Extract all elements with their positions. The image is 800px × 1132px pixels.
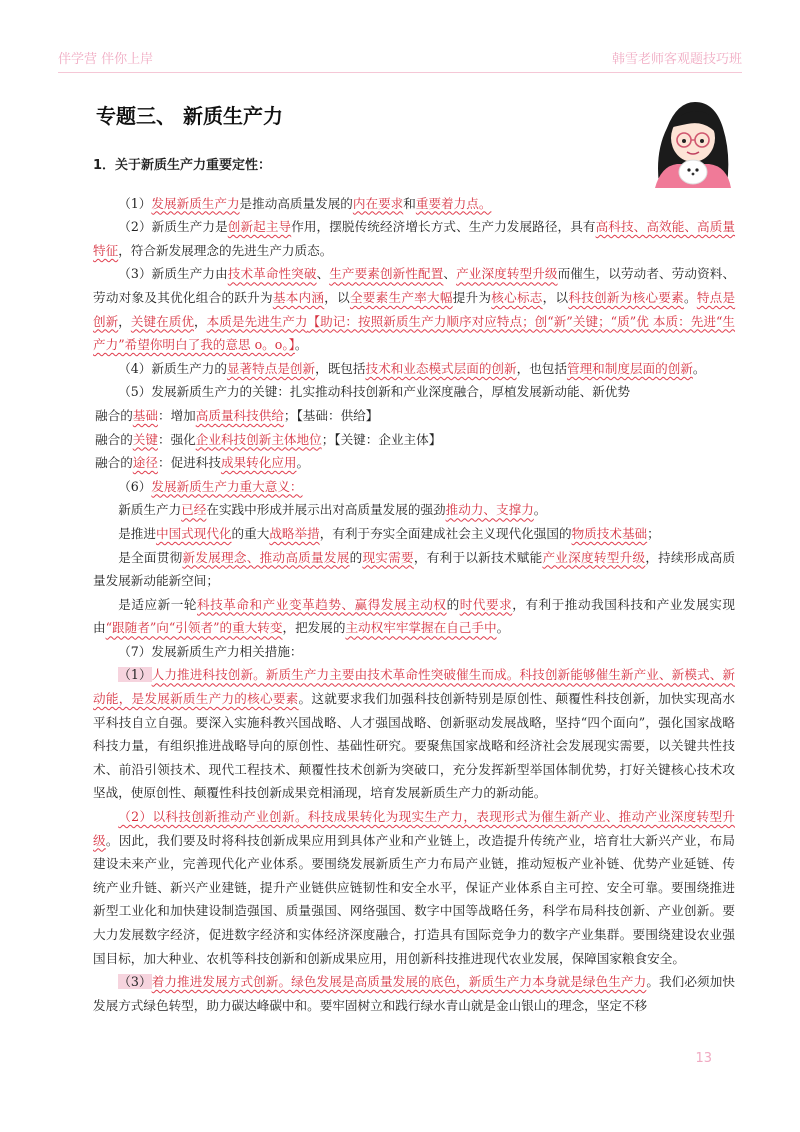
paragraph-6a: 新质生产力已经在实践中形成并展示出对高质量发展的强劲推动力、支撑力。 xyxy=(118,502,547,518)
paragraph-5c: 融合的途径：促进科技成果转化应用。 xyxy=(95,455,310,471)
section-heading: 1．关于新质生产力重要定性： xyxy=(93,158,272,173)
header-right-text: 韩雪老师客观题技巧班 xyxy=(611,52,742,67)
paragraph-7b: （2）以科技创新推动产业创新。科技成果转化为现实生产力，表现形式为催生新产业、推动产业深度转型升级。因此，我们要及时将科技创新成果应用到具体产业和产业链上，改造提升传统产业，培育壮大新兴产业，布局建设未来产业，完善现代化产业体系。要围绕发展新质生产力布局产业链，推动短板产业补链、优势产业延链、传统产业升链、新兴产业建链，提升产业链供应链韧性和安全水平，保证产业体系自主可控、安全可靠。要围绕推进新型工业化和加快建设制造强国、质量强国、网络强国、数字中国等战略任务，科学布局科技创新、产业创新。要大力发展数字经济，促进数字经济和实体经济深度融合，打造具有国际竞争力的数字产业集群。要围绕建设农业强国目标，加大种业、农机等科技创新和创新成果应用，用创新科技推进现代农业发展，保障国家粮食安全。 xyxy=(93,809,736,966)
paragraph-4: （4）新质生产力的显著特点是创新，既包括技术和业态模式层面的创新，也包括管理和制度层面的创新。 xyxy=(118,360,706,376)
header-left-text: 伴学营 伴你上岸 xyxy=(58,52,154,67)
paragraph-6d: 是适应新一轮科技革命和产业变革趋势、赢得发展主动权的时代要求，有利于推动我国科技和产业发展实现由“跟随者”向“引领者”的重大转变，把发展的主动权牢牢掌握在自己手中。 xyxy=(93,596,736,636)
paragraph-5b: 融合的关键：强化企业科技创新主体地位；【关键：企业主体】 xyxy=(95,431,442,447)
paragraph-5: （5）发展新质生产力的关键：扎实推动科技创新和产业深度融合，厚植发展新动能、新优势 xyxy=(118,384,630,400)
paragraph-2: （2）新质生产力是创新起主导作用，摆脱传统经济增长方式、生产力发展路径，具有高科技、高效能、高质量特征，符合新发展理念的先进生产力质态。 xyxy=(93,219,736,258)
paragraph-7: （7）发展新质生产力相关措施： xyxy=(118,643,303,659)
paragraph-3: （3）新质生产力由技术革命性突破、生产要素创新性配置、产业深度转型升级而催生，以劳动者、劳动资料、劳动对象及其优化组合的跃升为基本内涵，以全要素生产率大幅提升为核心标志，以科技创新为核心要素。特点是创新，关键在质优，本质是先进生产力【助记：按照新质生产力顺序对应特点；创“新”关键；“质”优 本质：先进“生产力”希望你明白了我的意思 o。o。】。 xyxy=(93,266,736,353)
header-divider xyxy=(58,72,742,73)
page-title: 专题三、 新质生产力 xyxy=(96,104,283,128)
paragraph-1: （1）发展新质生产力是推动高质量发展的内在要求和重要着力点。 xyxy=(118,195,492,211)
paragraph-6b: 是推进中国式现代化的重大战略举措，有利于夯实全面建成社会主义现代化强国的物质技术基础； xyxy=(118,525,660,541)
paragraph-6c: 是全面贯彻新发展理念、推动高质量发展的现实需要，有利于以新技术赋能产业深度转型升级，持续形成高质量发展新动能新空间； xyxy=(93,549,736,589)
paragraph-7c: （3）着力推进发展方式创新。绿色发展是高质量发展的底色，新质生产力本身就是绿色生产力。我们必须加快发展方式绿色转型，助力碳达峰碳中和。要牢固树立和践行绿水青山就是金山银山的理念，坚定不移 xyxy=(93,974,736,1013)
document-body xyxy=(93,154,735,1017)
paragraph-7a: （1）人力推进科技创新。新质生产力主要由技术革命性突破催生而成。科技创新能够催生新产业、新模式、新动能，是发展新质生产力的核心要素。这就要求我们加强科技创新特别是原创性、颠覆性科技创新，加快实现高水平科技自立自强。要深入实施科教兴国战略、人才强国战略、创新驱动发展战略，坚持“四个面向”，强化国家战略科技力量，有组织推进战略导向的原创性、基础性研究。要聚焦国家战略和经济社会发展现实需要，以关键共性技术、前沿引领技术、现代工程技术、颠覆性技术创新为突破口，充分发挥新型举国体制优势，打好关键核心技术攻坚战，使原创性、颠覆性科技创新成果竞相涌现，培育发展新质生产力的新动能。 xyxy=(93,667,736,801)
paragraph-6: （6）发展新质生产力重大意义： xyxy=(118,478,303,494)
page-number: 13 xyxy=(695,1051,712,1066)
paragraph-5a: 融合的基础：增加高质量科技供给；【基础：供给】 xyxy=(95,407,379,423)
